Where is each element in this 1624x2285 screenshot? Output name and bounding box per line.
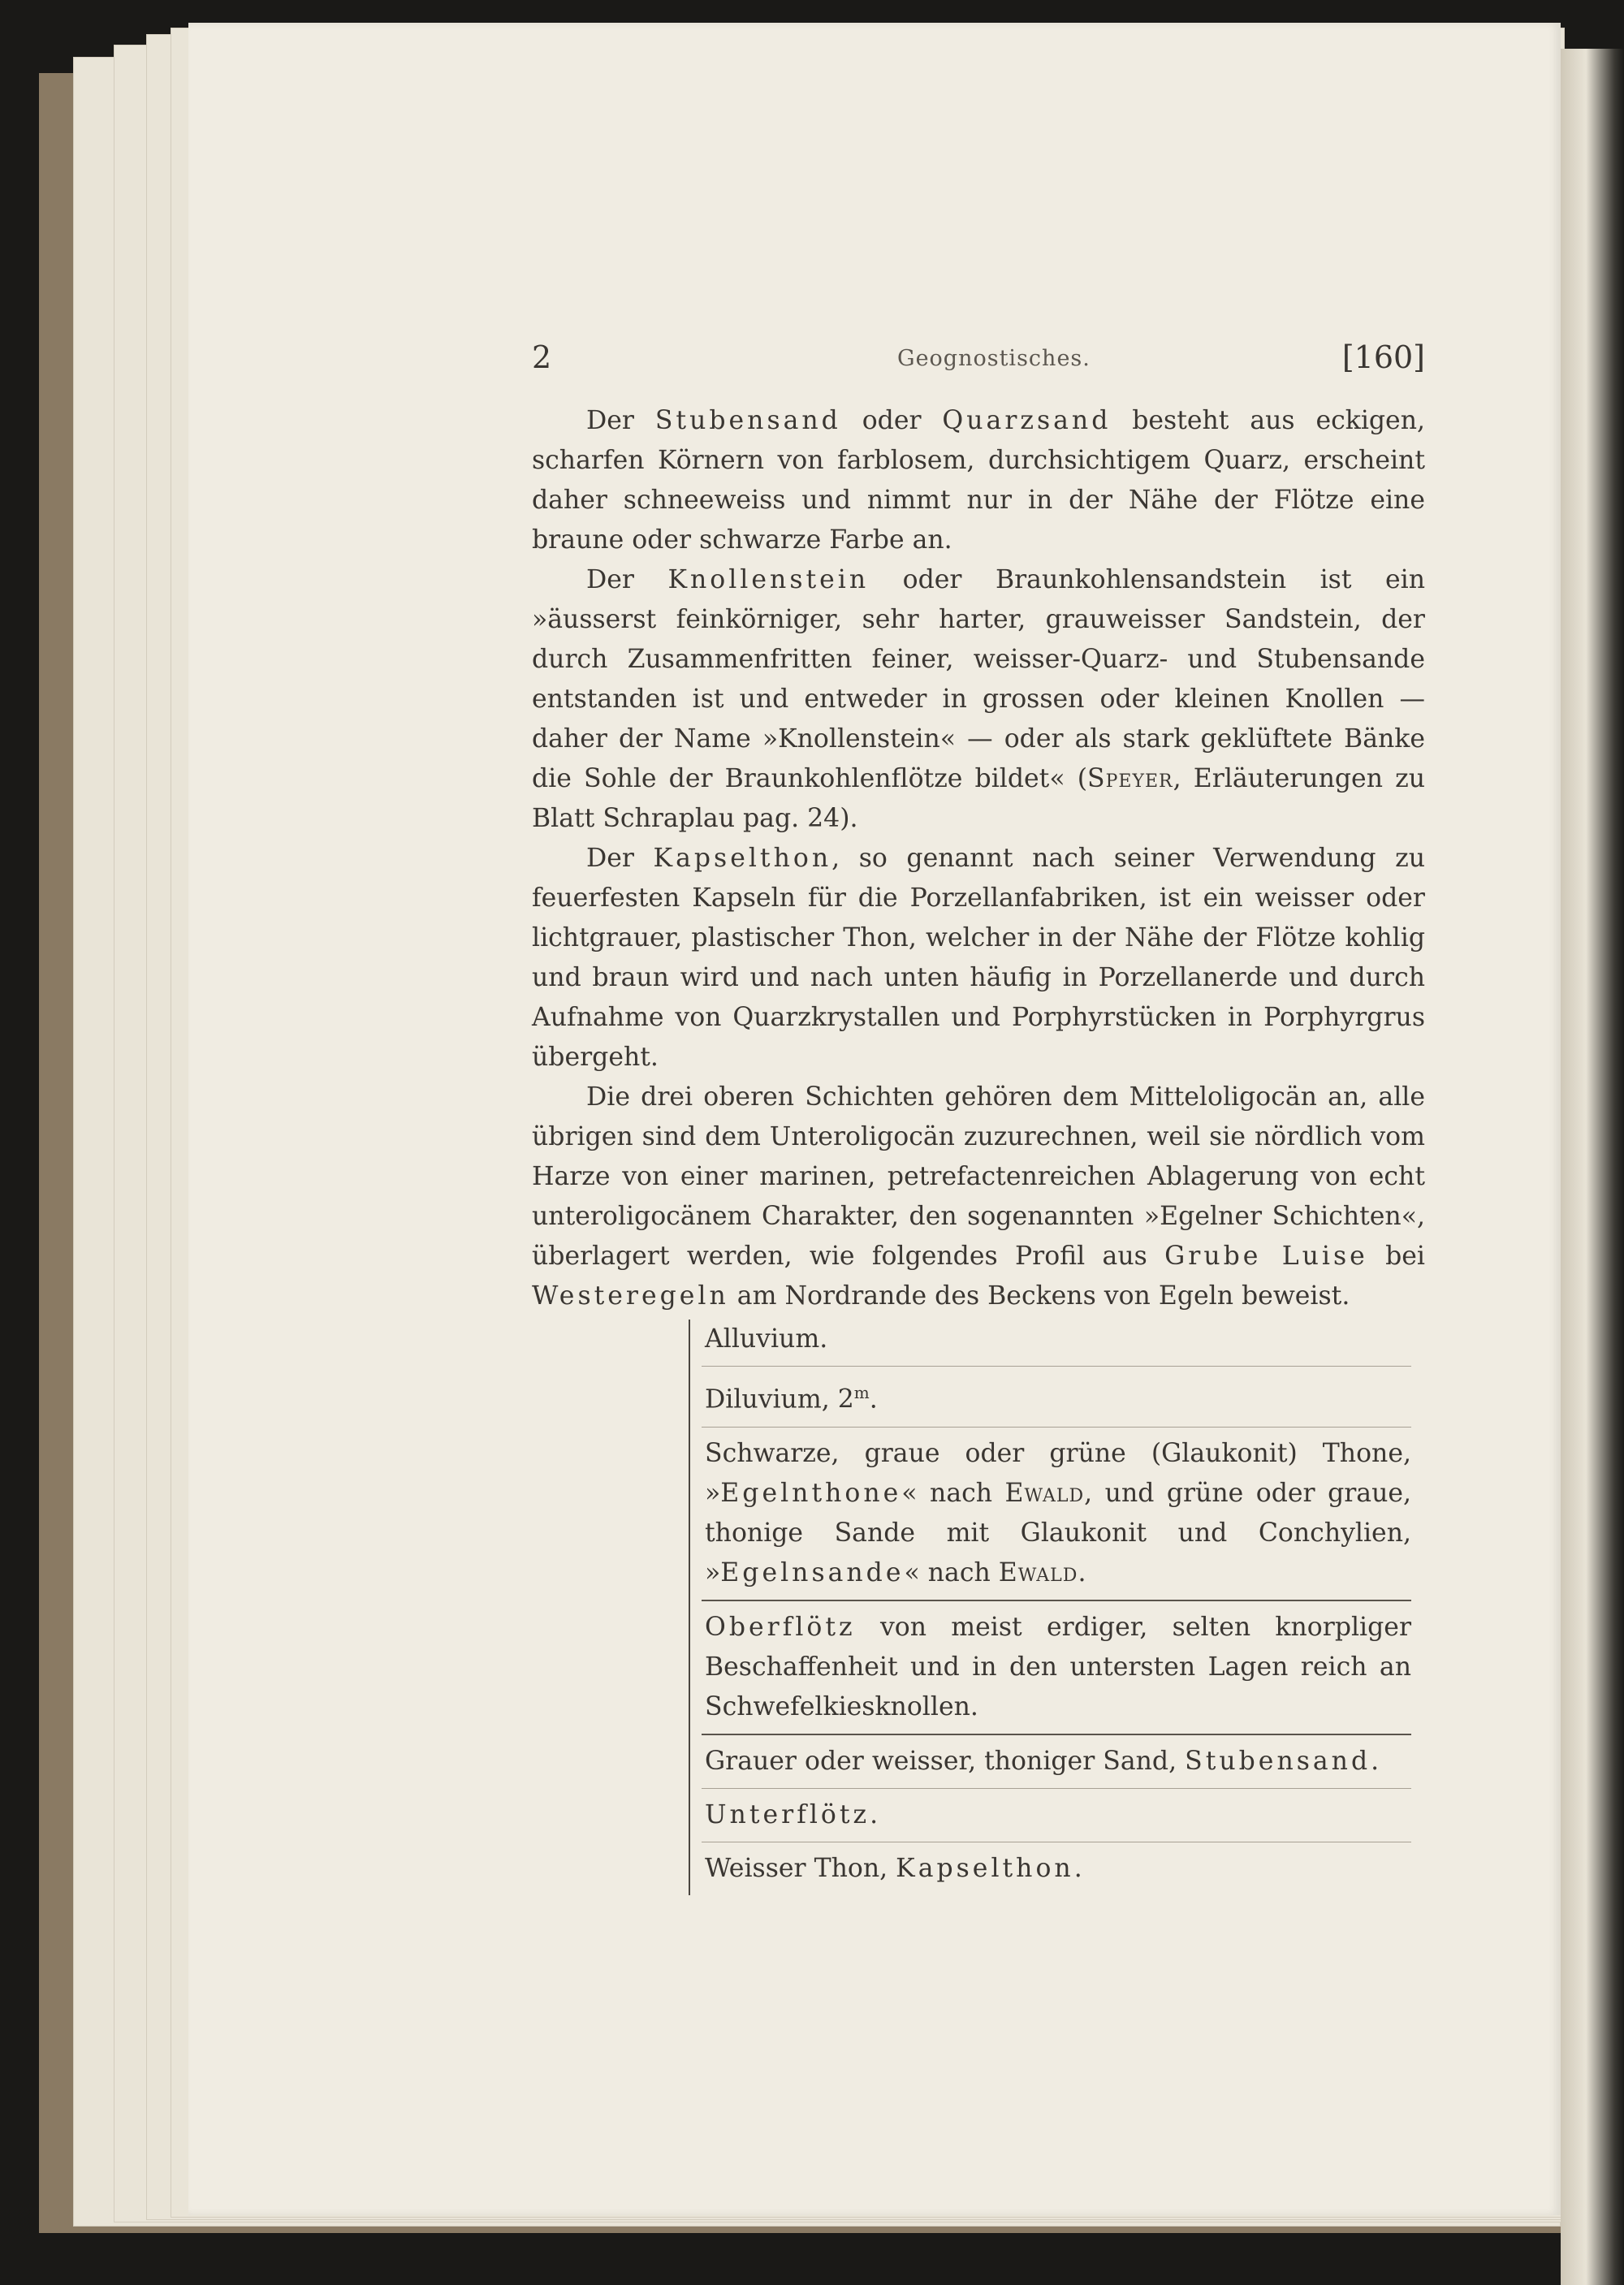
text-run: Der bbox=[586, 406, 655, 435]
layer-text: « nach bbox=[904, 1557, 999, 1587]
layer-unterfloetz bbox=[690, 1789, 1411, 1842]
layer-text: . bbox=[1371, 1746, 1380, 1776]
text-run: oder bbox=[840, 406, 943, 435]
author-speyer: Speyer bbox=[1087, 764, 1173, 793]
page-number: 2 bbox=[532, 339, 552, 375]
text-run: oder Braunkohlensandstein ist ein »äusserst feinkörniger, sehr harter, grauweisser Sandstein, der durch Zusammenfritten feiner, weisser-Quarz- und Stubensande entstanden ist und entweder in grossen oder kleinen Knollen — daher der Name »Knollenstein« — oder als stark geklüftete Bänke die Sohle der Braunkohlenflötze bildet« ( bbox=[532, 565, 1425, 793]
term-egelnsande: Egelnsande bbox=[720, 1557, 905, 1587]
text-run: besteht aus eckigen, scharfen Körnern von farblosem, durchsichtigem Quarz, erscheint daher schneeweiss und nimmt nur in der Nähe der Flötze eine braune oder schwarze Farbe an. bbox=[532, 406, 1425, 555]
term-kapselthon: Kapselthon bbox=[653, 844, 832, 873]
layer-text: Diluvium, 2 bbox=[705, 1384, 854, 1415]
term-quarzsand: Quarzsand bbox=[942, 406, 1112, 435]
layer-text: Weisser Thon, bbox=[705, 1853, 896, 1883]
body-text bbox=[532, 401, 1425, 1316]
text-run: Der bbox=[586, 565, 668, 594]
original-page-number: [160] bbox=[1341, 339, 1425, 375]
running-title: Geognostisches. bbox=[897, 346, 1091, 371]
paragraph-schichten bbox=[532, 1078, 1425, 1316]
text-run: am Nordrande des Beckens von Egeln beweist. bbox=[728, 1281, 1350, 1311]
text-run: bei bbox=[1367, 1242, 1425, 1271]
term-egelnthone: Egelnthone bbox=[720, 1478, 902, 1508]
layer-text: von meist erdiger, selten knorpliger Beschaffenheit und in den untersten Lagen reich an Schwefelkiesknollen. bbox=[705, 1612, 1411, 1721]
geological-profile bbox=[689, 1320, 1411, 1895]
layer-text: « nach bbox=[901, 1478, 1005, 1508]
layer-text: Grauer oder weisser, thoniger Sand, bbox=[705, 1746, 1186, 1776]
term-westeregeln: Westeregeln bbox=[532, 1281, 729, 1311]
paragraph-knollenstein bbox=[532, 560, 1425, 839]
author-ewald: Ewald bbox=[998, 1557, 1078, 1587]
layer-text: . bbox=[869, 1384, 878, 1415]
layer-diluvium bbox=[690, 1367, 1411, 1427]
text-run: Der bbox=[586, 844, 654, 873]
term-stubensand: Stubensand bbox=[654, 406, 841, 435]
page-header bbox=[532, 339, 1425, 388]
term-knollenstein: Knollenstein bbox=[667, 565, 870, 594]
layer-text: . bbox=[1073, 1853, 1082, 1883]
layer-text: Schwarze, graue oder grüne (Glaukonit) Thone, » bbox=[705, 1438, 1411, 1508]
paragraph-kapselthon bbox=[532, 839, 1425, 1078]
text-run: Die drei oberen Schichten gehören dem Mitteloligocän an, alle übrigen sind dem Unteroligocän zuzurechnen, weil sie nördlich vom Harze von einer marinen, petrefactenreichen Ablagerung von echt unteroligocänem Charakter, den sogenannten »Egelner Schichten«, überlagert werden, wie folgendes Profil aus bbox=[532, 1082, 1425, 1271]
term-oberfloetz: Oberflötz bbox=[705, 1612, 856, 1642]
term-unterfloetz: Unterflötz bbox=[705, 1799, 870, 1829]
text-run: , so genannt nach seiner Verwendung zu feuerfesten Kapseln für die Porzellanfabriken, ist ein weisser oder lichtgrauer, plastischer Thon, welcher in der Nähe der Flötze kohlig und braun wird und nach unten häufig in Porzellanerde und durch Aufnahme von Quarzkrystallen und Porphyrstücken in Porphyrgrus übergeht. bbox=[532, 844, 1425, 1072]
adjacent-page-edge bbox=[1561, 49, 1624, 2285]
layer-kapselthon bbox=[690, 1842, 1411, 1895]
layer-text: , und grüne oder graue, thonige Sande mit Glaukonit und Conchylien, » bbox=[705, 1478, 1412, 1587]
layer-oberfloetz bbox=[690, 1601, 1411, 1734]
layer-egeln bbox=[690, 1428, 1411, 1600]
term-kapselthon: Kapselthon bbox=[896, 1853, 1074, 1883]
term-stubensand: Stubensand bbox=[1185, 1746, 1371, 1776]
paragraph-stubensand bbox=[532, 401, 1425, 560]
layer-text: Alluvium. bbox=[705, 1324, 828, 1354]
term-grube-luise: Grube Luise bbox=[1164, 1242, 1368, 1271]
layer-text: . bbox=[870, 1799, 879, 1829]
layer-text: . bbox=[1078, 1557, 1086, 1587]
layer-alluvium bbox=[690, 1320, 1411, 1366]
author-ewald: Ewald bbox=[1004, 1478, 1085, 1508]
text-run: , Erläuterungen zu Blatt Schraplau pag. 24). bbox=[532, 764, 1425, 833]
layer-stubensand bbox=[690, 1735, 1411, 1788]
unit-superscript: m bbox=[853, 1383, 870, 1402]
